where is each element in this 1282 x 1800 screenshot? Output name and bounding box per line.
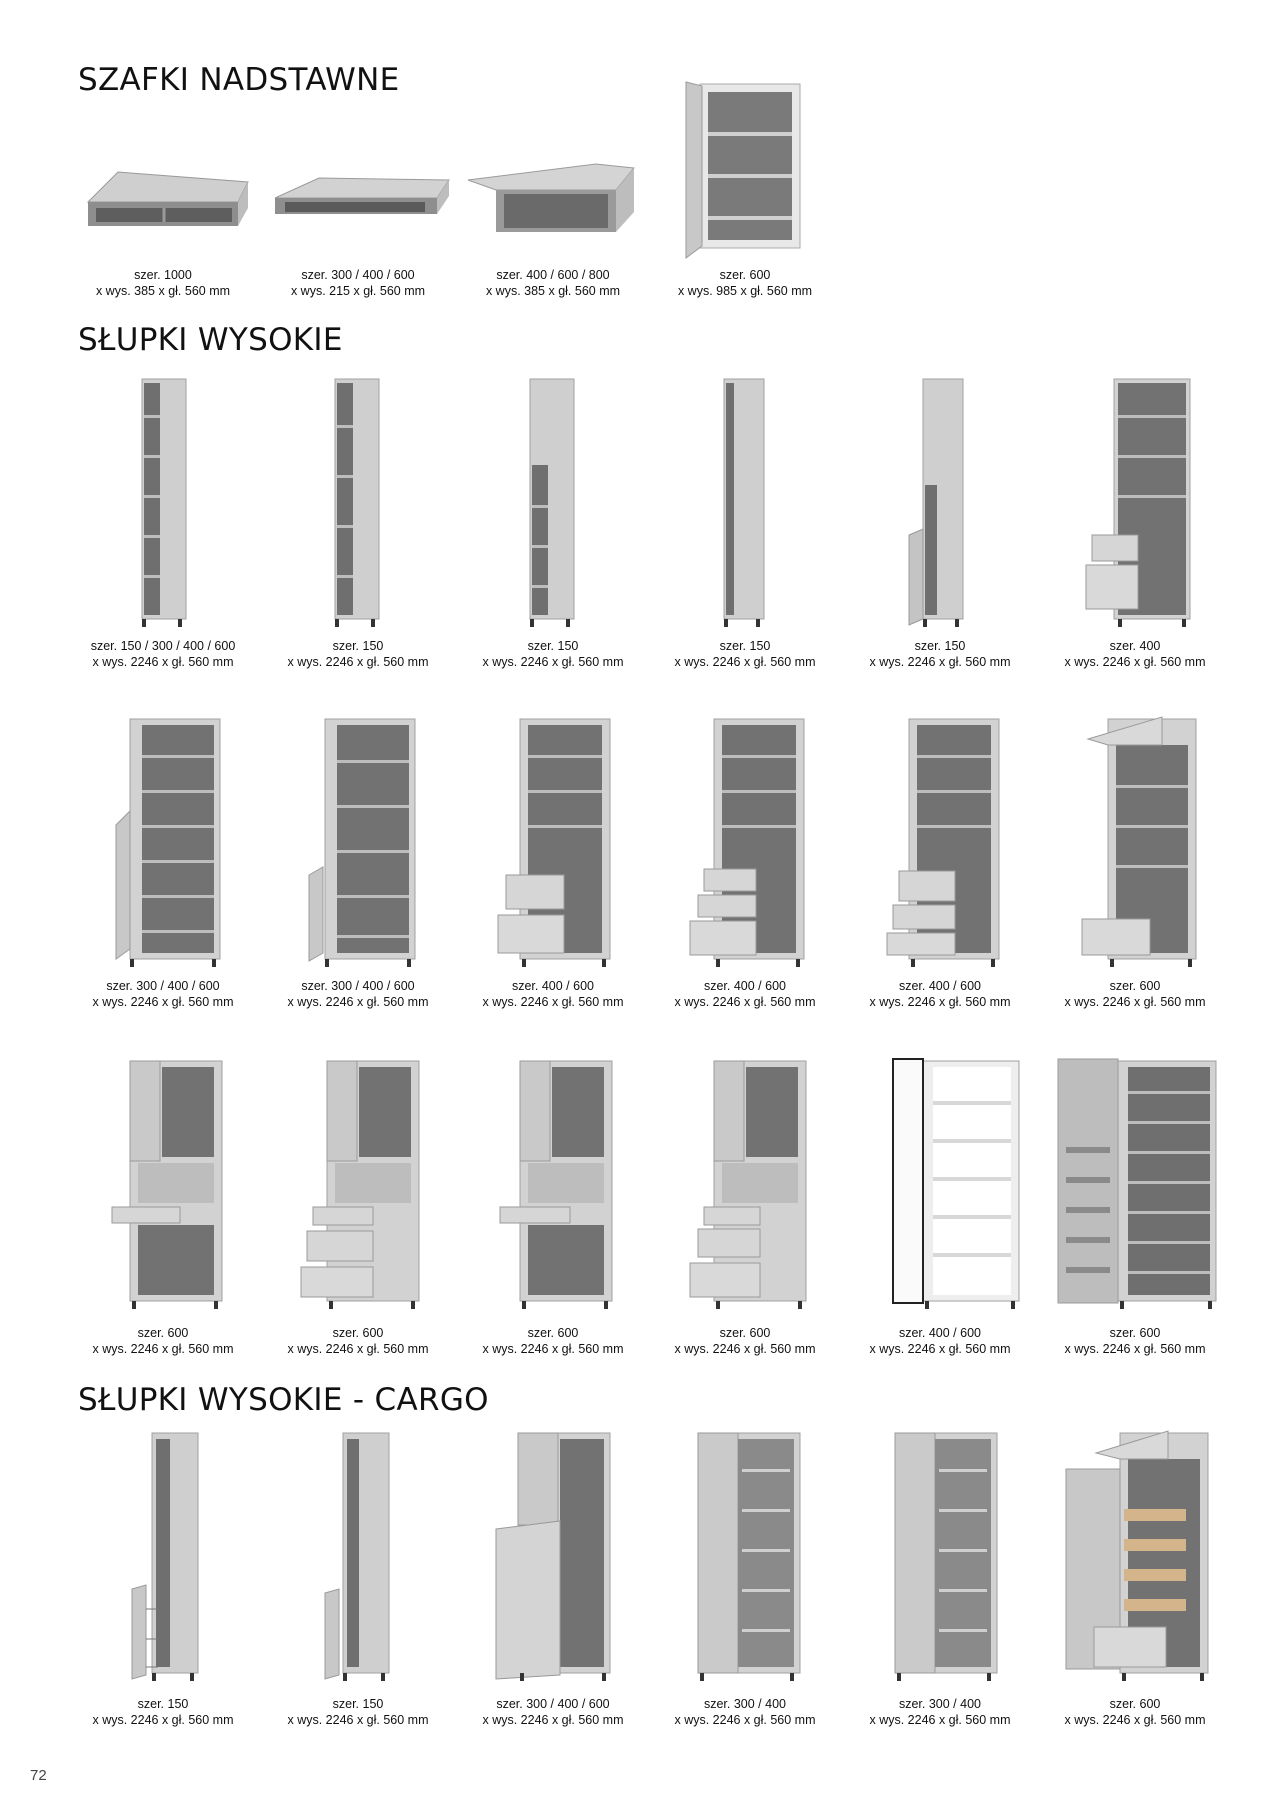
- tall-cabinet-icon: [843, 375, 1037, 635]
- product-width: szer. 600: [1109, 1326, 1161, 1340]
- product-width: szer. 150: [332, 639, 384, 653]
- product-card: [648, 715, 842, 1009]
- product-card: [1038, 1429, 1232, 1727]
- product-dimensions: x wys. 2246 x gł. 560 mm: [674, 1713, 816, 1727]
- product-width: szer. 300 / 400: [898, 1697, 981, 1711]
- product-card: [456, 375, 650, 669]
- product-dimensions: x wys. 2246 x gł. 560 mm: [482, 1713, 624, 1727]
- product-card: [648, 1057, 842, 1356]
- product-dimensions: x wys. 2246 x gł. 560 mm: [92, 1713, 234, 1727]
- wall-cabinet-lift-up-icon: [66, 150, 260, 260]
- product-dimensions: x wys. 2246 x gł. 560 mm: [1064, 995, 1206, 1009]
- product-width: szer. 150 / 300 / 400 / 600: [90, 639, 236, 653]
- product-dimensions: x wys. 2246 x gł. 560 mm: [869, 995, 1011, 1009]
- product-card: [1038, 375, 1232, 669]
- tall-cabinet-appliance-icon: [648, 1057, 842, 1322]
- product-width: szer. 600: [1109, 1697, 1161, 1711]
- product-dimensions: x wys. 2246 x gł. 560 mm: [482, 1342, 624, 1356]
- product-card: [261, 150, 455, 298]
- product-dimensions: x wys. 2246 x gł. 560 mm: [674, 1342, 816, 1356]
- tall-cabinet-drawers-icon: [1038, 715, 1232, 975]
- product-card: [66, 1057, 260, 1356]
- product-width: szer. 400 / 600: [898, 979, 981, 993]
- section-title-szafki-nadstawne: SZAFKI NADSTAWNE: [78, 62, 400, 98]
- product-dimensions: x wys. 2246 x gł. 560 mm: [869, 655, 1011, 669]
- product-card: [1038, 715, 1232, 1009]
- product-card: [843, 1057, 1037, 1356]
- product-card: [843, 715, 1037, 1009]
- section-title-slupki-wysokie-cargo: SŁUPKI WYSOKIE - CARGO: [78, 1382, 489, 1418]
- wall-cabinet-lift-up-icon: [261, 150, 455, 260]
- tall-cabinet-icon: [261, 375, 455, 635]
- product-width: szer. 600: [332, 1326, 384, 1340]
- product-card: [456, 1057, 650, 1356]
- product-dimensions: x wys. 985 x gł. 560 mm: [677, 284, 813, 298]
- product-dimensions: x wys. 2246 x gł. 560 mm: [482, 655, 624, 669]
- tall-cabinet-drawers-icon: [1038, 375, 1232, 635]
- product-dimensions: x wys. 2246 x gł. 560 mm: [1064, 1342, 1206, 1356]
- product-dimensions: x wys. 2246 x gł. 560 mm: [869, 1342, 1011, 1356]
- product-width: szer. 150: [137, 1697, 189, 1711]
- product-card: [66, 715, 260, 1009]
- tall-cabinet-drawers-icon: [843, 715, 1037, 975]
- product-width: szer. 150: [527, 639, 579, 653]
- product-dimensions: x wys. 385 x gł. 560 mm: [485, 284, 621, 298]
- tall-cabinet-appliance-icon: [456, 1057, 650, 1322]
- product-width: szer. 600: [527, 1326, 579, 1340]
- cargo-cabinet-icon: [456, 1429, 650, 1697]
- product-card: [261, 715, 455, 1009]
- product-dimensions: x wys. 2246 x gł. 560 mm: [1064, 655, 1206, 669]
- tall-cabinet-icon: [66, 715, 260, 975]
- product-dimensions: x wys. 2246 x gł. 560 mm: [92, 655, 234, 669]
- tall-cabinet-pantry-icon: [1038, 1057, 1232, 1322]
- product-dimensions: x wys. 2246 x gł. 560 mm: [92, 1342, 234, 1356]
- tall-cabinet-icon: [66, 375, 260, 635]
- tall-cabinet-appliance-icon: [66, 1057, 260, 1322]
- product-width: szer. 400: [1109, 639, 1161, 653]
- product-card: [66, 150, 260, 298]
- product-card: [1038, 1057, 1232, 1356]
- product-card: [261, 375, 455, 669]
- section-title-slupki-wysokie: SŁUPKI WYSOKIE: [78, 322, 343, 358]
- product-card: [843, 375, 1037, 669]
- page-number: 72: [30, 1767, 47, 1784]
- product-card: [456, 150, 650, 298]
- tall-cabinet-mirror-icon: [843, 1057, 1037, 1322]
- product-width: szer. 400 / 600: [898, 1326, 981, 1340]
- product-width: szer. 600: [137, 1326, 189, 1340]
- product-width: szer. 300 / 400 / 600: [301, 979, 415, 993]
- product-dimensions: x wys. 2246 x gł. 560 mm: [287, 1342, 429, 1356]
- product-dimensions: x wys. 2246 x gł. 560 mm: [287, 995, 429, 1009]
- cargo-cabinet-icon: [648, 1429, 842, 1697]
- product-dimensions: x wys. 2246 x gł. 560 mm: [1064, 1713, 1206, 1727]
- wall-cabinet-door-icon: [648, 80, 842, 260]
- product-dimensions: x wys. 2246 x gł. 560 mm: [482, 995, 624, 1009]
- cargo-cabinet-icon: [1038, 1429, 1232, 1697]
- product-card: [843, 1429, 1037, 1727]
- product-width: szer. 150: [332, 1697, 384, 1711]
- product-width: szer. 600: [1109, 979, 1161, 993]
- product-width: szer. 300 / 400 / 600: [106, 979, 220, 993]
- product-width: szer. 150: [719, 639, 771, 653]
- cargo-cabinet-icon: [66, 1429, 260, 1697]
- product-dimensions: x wys. 215 x gł. 560 mm: [290, 284, 426, 298]
- tall-cabinet-icon: [261, 715, 455, 975]
- product-card: [261, 1057, 455, 1356]
- product-dimensions: x wys. 2246 x gł. 560 mm: [674, 655, 816, 669]
- product-width: szer. 300 / 400 / 600: [301, 268, 415, 282]
- product-width: szer. 600: [719, 268, 771, 282]
- product-card: [261, 1429, 455, 1727]
- product-card: [66, 1429, 260, 1727]
- product-dimensions: x wys. 2246 x gł. 560 mm: [92, 995, 234, 1009]
- tall-cabinet-drawers-icon: [648, 715, 842, 975]
- product-card: [648, 1429, 842, 1727]
- wall-cabinet-lift-up-icon: [456, 150, 650, 260]
- product-card: [648, 375, 842, 669]
- cargo-cabinet-icon: [261, 1429, 455, 1697]
- product-dimensions: x wys. 2246 x gł. 560 mm: [287, 655, 429, 669]
- product-card: [456, 1429, 650, 1727]
- product-card: [66, 375, 260, 669]
- product-dimensions: x wys. 385 x gł. 560 mm: [95, 284, 231, 298]
- product-dimensions: x wys. 2246 x gł. 560 mm: [869, 1713, 1011, 1727]
- product-width: szer. 400 / 600: [511, 979, 594, 993]
- product-dimensions: x wys. 2246 x gł. 560 mm: [287, 1713, 429, 1727]
- product-width: szer. 150: [914, 639, 966, 653]
- tall-cabinet-appliance-icon: [261, 1057, 455, 1322]
- tall-cabinet-drawers-icon: [456, 715, 650, 975]
- tall-cabinet-icon: [648, 375, 842, 635]
- product-dimensions: x wys. 2246 x gł. 560 mm: [674, 995, 816, 1009]
- cargo-cabinet-icon: [843, 1429, 1037, 1697]
- product-width: szer. 300 / 400 / 600: [496, 1697, 610, 1711]
- product-width: szer. 400 / 600 / 800: [496, 268, 610, 282]
- product-width: szer. 300 / 400: [703, 1697, 786, 1711]
- product-width: szer. 400 / 600: [703, 979, 786, 993]
- product-width: szer. 1000: [134, 268, 192, 282]
- product-card: [648, 80, 842, 298]
- product-card: [456, 715, 650, 1009]
- tall-cabinet-icon: [456, 375, 650, 635]
- product-width: szer. 600: [719, 1326, 771, 1340]
